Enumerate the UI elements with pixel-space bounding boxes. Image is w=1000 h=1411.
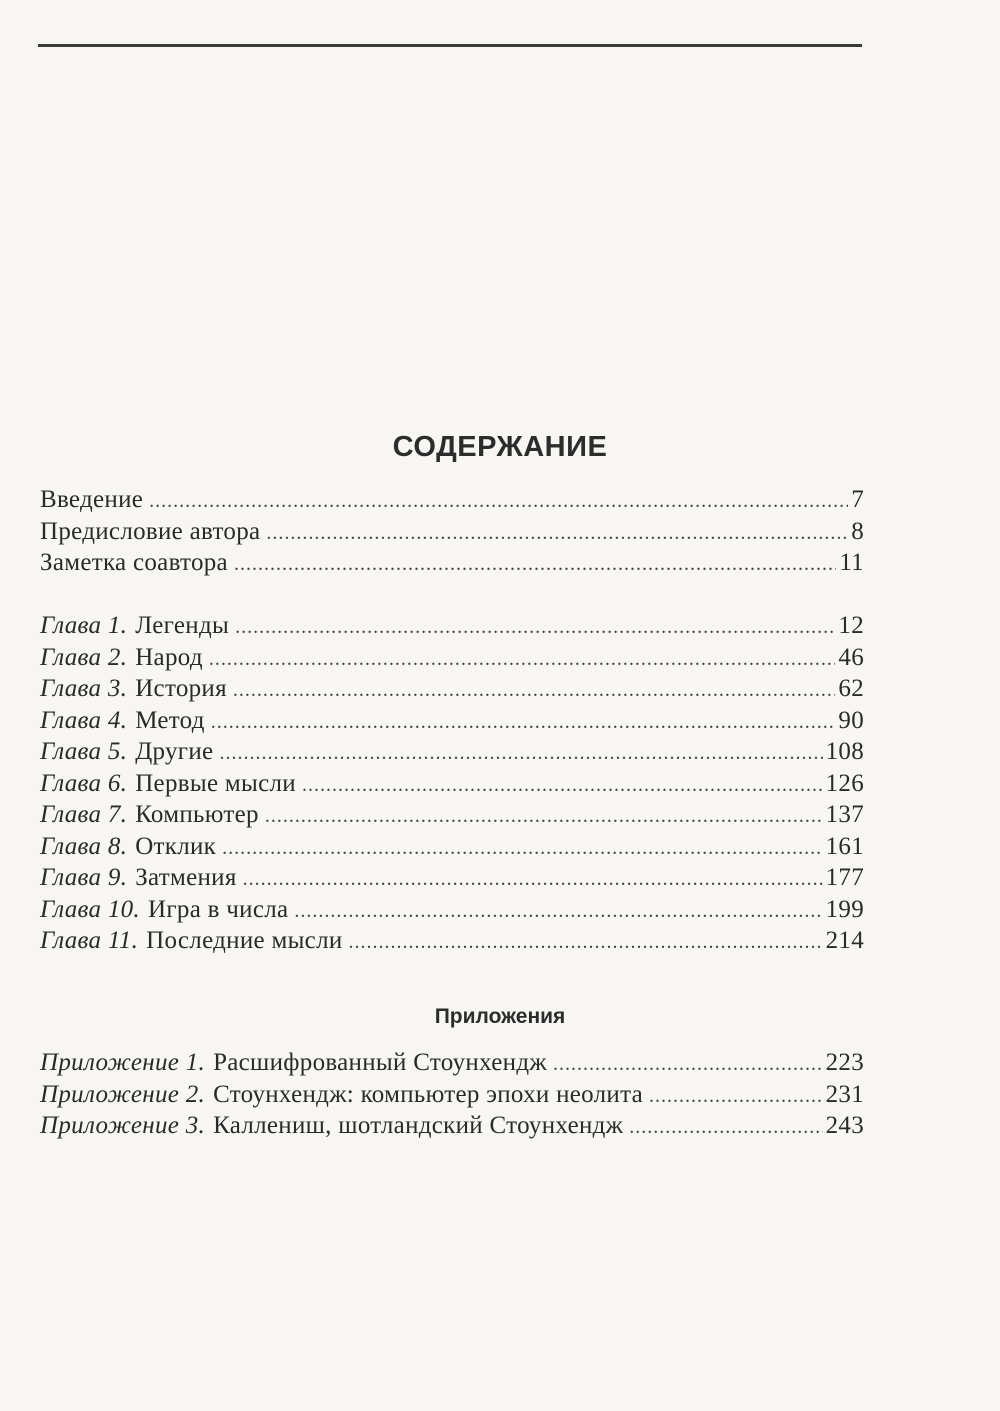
toc-leader-dots <box>233 675 835 707</box>
toc-entry-page: 137 <box>825 801 864 828</box>
toc-entry-chapter-3[interactable] <box>40 673 864 705</box>
toc-entry-label: Стоунхендж: компьютер эпохи неолита <box>213 1080 644 1108</box>
toc-entry-chapter-1[interactable] <box>40 610 864 642</box>
toc-entry-prefix: Глава 4. <box>40 706 128 734</box>
toc-entry-prefix: Глава 7. <box>40 801 128 828</box>
toc-entry-page: 8 <box>851 517 864 545</box>
toc-entry-chapter-11[interactable] <box>40 925 864 957</box>
toc-entry-author-preface[interactable] <box>40 516 864 548</box>
toc-entry-page: 108 <box>825 738 864 765</box>
toc-leader-dots <box>209 644 836 676</box>
toc-entry-label: Отклик <box>135 832 217 860</box>
toc-entry-chapter-7[interactable] <box>40 799 864 831</box>
toc-entry-prefix: Глава 6. <box>40 769 128 797</box>
toc-entry-prefix: Глава 9. <box>40 864 128 891</box>
toc-entry-chapter-9[interactable] <box>40 862 864 894</box>
toc-entry-page: 223 <box>825 1049 864 1076</box>
toc-entry-chapter-8[interactable] <box>40 831 864 863</box>
toc-entry-page: 12 <box>838 612 864 639</box>
toc-entry-chapter-5[interactable] <box>40 736 864 768</box>
toc-appendix-group <box>40 1047 864 1142</box>
toc-entry-chapter-6[interactable] <box>40 768 864 800</box>
toc-entry-label: Другие <box>135 738 214 765</box>
toc-intro-group <box>40 484 864 579</box>
toc-entry-label: Расшифрованный Стоунхендж <box>213 1049 547 1076</box>
toc-leader-dots <box>553 1049 823 1081</box>
toc-entry-label: Народ <box>135 643 203 671</box>
toc-entry-label: Каллениш, шотландский Стоунхендж <box>213 1112 624 1139</box>
toc-entry-prefix: Глава 5. <box>40 738 128 765</box>
toc-entry-label: Первые мысли <box>135 769 296 797</box>
toc-entry-label: Последние мысли <box>146 927 343 954</box>
toc-entry-prefix: Глава 11. <box>40 927 139 954</box>
toc-leader-dots <box>211 707 836 739</box>
toc-entry-introduction[interactable] <box>40 484 864 516</box>
appendix-section-title: Приложения <box>434 1005 566 1029</box>
toc-entry-page: 199 <box>825 895 864 923</box>
toc-chapters-group <box>40 610 864 957</box>
toc-entry-label: История <box>135 675 227 702</box>
toc-entry-chapter-4[interactable] <box>40 705 864 737</box>
toc-leader-dots <box>649 1081 823 1113</box>
toc-leader-dots <box>266 518 848 550</box>
toc-entry-prefix: Глава 8. <box>40 832 128 860</box>
toc-entry-page: 46 <box>838 643 864 671</box>
toc-leader-dots <box>243 864 823 896</box>
toc-leader-dots <box>149 486 848 518</box>
toc-entry-page: 90 <box>838 706 864 734</box>
toc-leader-dots <box>265 801 823 833</box>
toc-entry-prefix: Глава 10. <box>40 895 140 923</box>
toc-leader-dots <box>629 1112 822 1144</box>
toc-entry-chapter-2[interactable] <box>40 642 864 674</box>
toc-entry-prefix: Приложение 1. <box>40 1049 206 1076</box>
toc-entry-label: Предисловие автора <box>40 517 261 545</box>
toc-leader-dots <box>235 612 835 644</box>
toc-entry-label: Легенды <box>135 612 230 639</box>
toc-entry-label: Игра в числа <box>147 895 289 923</box>
toc-entry-appendix-2[interactable] <box>40 1079 864 1111</box>
toc-entry-label: Метод <box>135 706 205 734</box>
toc-entry-page: 161 <box>825 832 864 860</box>
toc-entry-label: Компьютер <box>135 801 259 828</box>
page-title: СОДЕРЖАНИЕ <box>392 431 608 464</box>
toc-leader-dots <box>222 833 822 865</box>
toc-entry-label: Затмения <box>135 864 237 891</box>
toc-leader-dots <box>349 927 823 959</box>
toc-leader-dots <box>234 549 836 581</box>
top-rule <box>38 44 862 47</box>
toc-entry-prefix: Глава 2. <box>40 643 128 671</box>
toc-entry-page: 7 <box>851 486 864 513</box>
toc-entry-page: 126 <box>825 769 864 797</box>
toc-entry-appendix-3[interactable] <box>40 1110 864 1142</box>
toc-entry-label: Заметка соавтора <box>40 549 228 576</box>
toc-entry-chapter-10[interactable] <box>40 894 864 926</box>
toc-entry-page: 177 <box>825 864 864 891</box>
toc-leader-dots <box>302 770 823 802</box>
toc-entry-label: Введение <box>40 486 144 513</box>
toc-entry-appendix-1[interactable] <box>40 1047 864 1079</box>
toc-entry-prefix: Приложение 2. <box>40 1080 206 1108</box>
toc-entry-prefix: Глава 3. <box>40 675 128 702</box>
toc-entry-page: 214 <box>825 927 864 954</box>
toc-entry-page: 243 <box>825 1112 864 1139</box>
toc-entry-coauthor-note[interactable] <box>40 547 864 579</box>
toc-leader-dots <box>294 896 822 928</box>
toc-entry-page: 62 <box>838 675 864 702</box>
toc-leader-dots <box>219 738 822 770</box>
toc-entry-page: 11 <box>839 549 864 576</box>
toc-entry-prefix: Глава 1. <box>40 612 128 639</box>
toc-entry-prefix: Приложение 3. <box>40 1112 206 1139</box>
toc-entry-page: 231 <box>825 1080 864 1108</box>
